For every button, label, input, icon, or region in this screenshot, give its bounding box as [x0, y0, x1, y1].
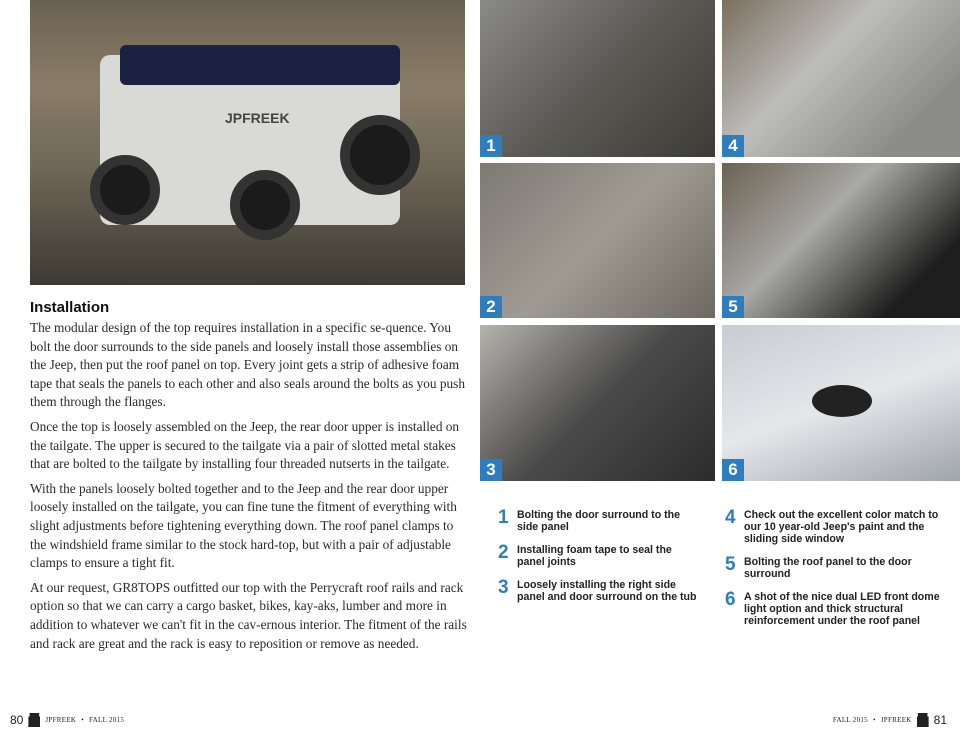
captions-left — [498, 509, 698, 614]
paragraph: At our request, GR8TOPS outfitted our top with the Perrycraft roof rails and rack option so that we can carry a cargo basket, bikes, kay-aks, lumber and more in addition to whatever we can't fit in the cav-ernous interior. The fitment of the rails and rack are great and the rack is easy to reposition or remove as needed. — [30, 579, 467, 651]
photo-3 — [480, 325, 715, 481]
caption-4: 4 Check out the excellent color match to our 10 year-old Jeep's paint and the sliding side window — [725, 507, 939, 545]
paragraph: With the panels loosely bolted together and to the Jeep and the rear door upper loosely installed on the tailgate, you can fine tune the fitment of everything with slight adjustments before tightening everything down. The roof panel clamps to the windshield frame similar to the stock hard-top, but with a pair of adjustable clamps to ensure a tight fit. — [30, 480, 457, 571]
captions-right — [725, 509, 940, 638]
caption-6: 6 A shot of the nice dual LED front dome light option and thick structural reinforcement under the roof panel — [725, 589, 940, 627]
footer-issue: FALL 2015 — [832, 716, 868, 724]
page-number: 81 — [933, 713, 947, 727]
jpfreek-logo-icon — [917, 713, 929, 727]
footer-left: 80 JPFREEK • FALL 2015 — [10, 713, 125, 727]
photo-number-badge: 2 — [480, 296, 502, 318]
hero-decal: JPFREEK — [225, 110, 290, 126]
footer-issue: FALL 2015 — [89, 716, 125, 724]
jpfreek-logo-icon — [28, 713, 40, 727]
dome-light — [812, 385, 872, 417]
photo-number-badge: 3 — [480, 459, 502, 481]
photo-6 — [722, 325, 960, 481]
photo-number-badge: 1 — [480, 135, 502, 157]
section-heading: Installation — [30, 299, 110, 316]
caption-3: 3 Loosely installing the right side panel and door surround on the tub — [498, 577, 697, 603]
paragraph: Once the top is loosely assembled on the Jeep, the rear door upper is installed on the tailgate. The upper is secured to the tailgate via a pair of slotted metal stakes that are bolted to the tailgate by installing four threaded nutserts in the tailgate. — [30, 418, 460, 472]
footer-brand: JPFREEK — [45, 716, 77, 724]
page-number: 80 — [10, 713, 24, 727]
hero-photo-jeep — [30, 0, 465, 285]
jeep-illustration — [100, 55, 400, 225]
paragraph: The modular design of the top requires installation in a specific se-quence. You bolt the door surrounds to the side panels and loosely install those assemblies on the Jeep, then put the roof panel on top. Every joint gets a strip of adhesive foam tape that seals the panels to each other and also seals around the bolts as you push them through the flanges. — [30, 320, 465, 410]
photo-number-badge: 6 — [722, 459, 744, 481]
photo-number-badge: 4 — [722, 135, 744, 157]
photo-number-badge: 5 — [722, 296, 744, 318]
photo-4 — [722, 0, 960, 157]
footer-right: FALL 2015 • JPFREEK 81 — [832, 713, 947, 727]
caption-2: 2 Installing foam tape to seal the panel joints — [498, 542, 672, 568]
photo-1 — [480, 0, 715, 157]
caption-5: 5 Bolting the roof panel to the door surround — [725, 554, 912, 580]
photo-2 — [480, 163, 715, 318]
photo-5 — [722, 163, 960, 318]
footer-brand: JPFREEK — [880, 716, 912, 724]
article-body — [30, 298, 467, 659]
caption-1: 1 Bolting the door surround to the side panel — [498, 507, 681, 533]
